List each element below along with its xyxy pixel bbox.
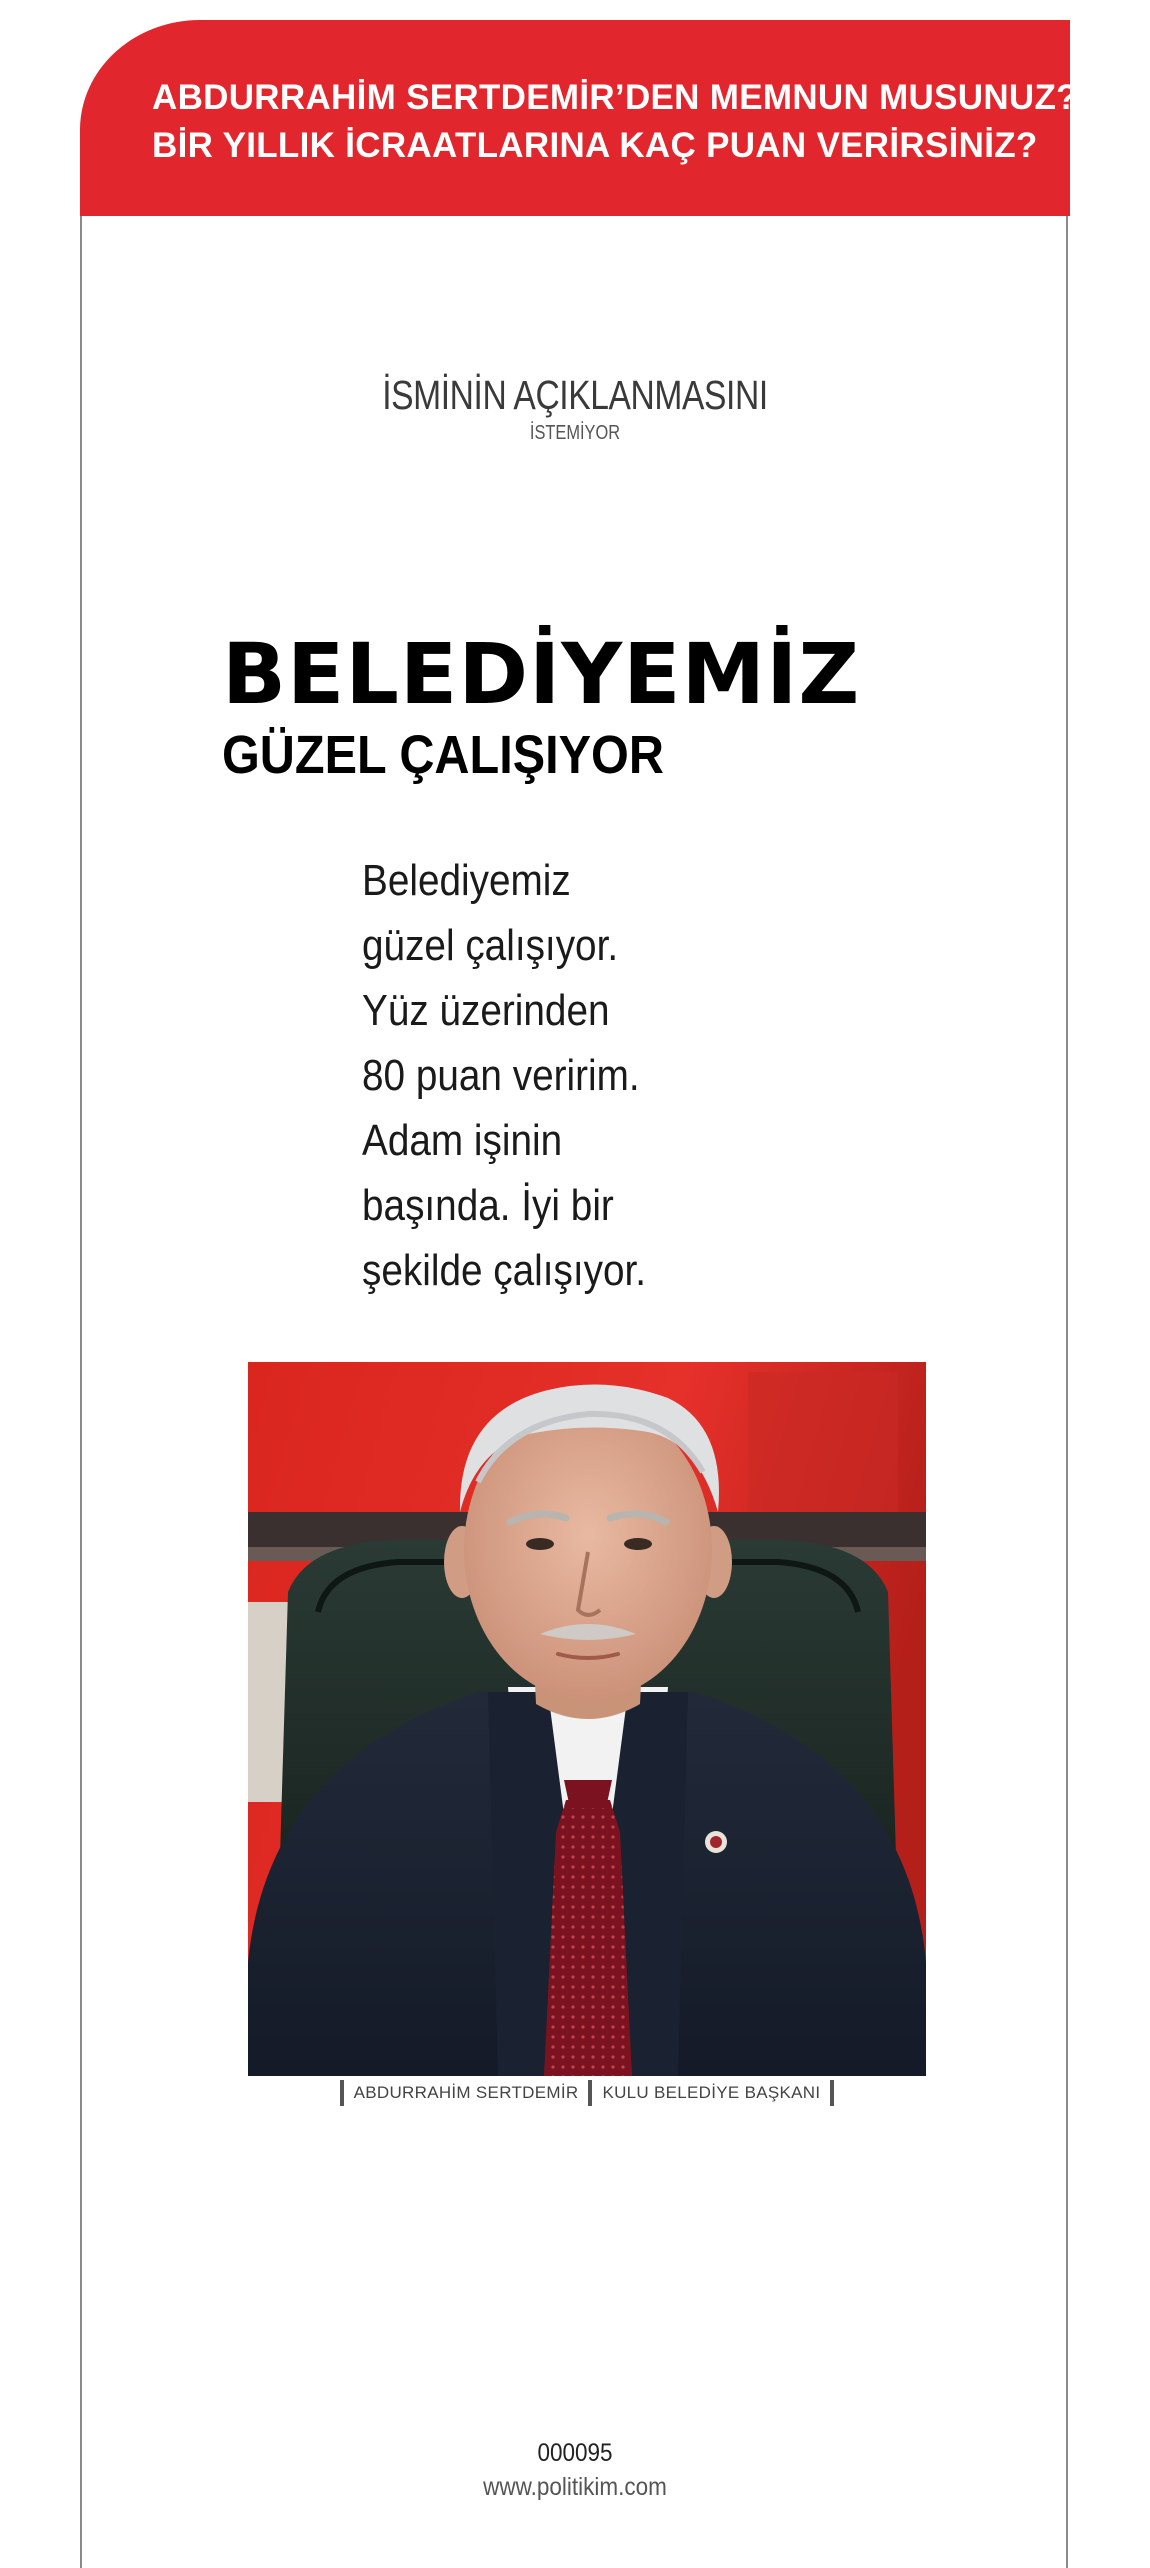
quote-block (362, 848, 762, 1303)
headline-subtitle: GÜZEL ÇALIŞIYOR (222, 725, 664, 785)
page-code: 000095 (537, 2439, 613, 2467)
quote-line: 80 puan veririm. (362, 1051, 640, 1100)
portrait-photo (248, 1362, 926, 2076)
headline-block (222, 626, 860, 786)
respondent-sublabel: İSTEMİYOR (529, 422, 621, 444)
headline-title: BELEDİYEMİZ (222, 625, 861, 723)
caption-divider (588, 2080, 592, 2106)
quote-line: şekilde çalışıyor. (362, 1246, 647, 1295)
caption-name: ABDURRAHİM SERTDEMİR (353, 2083, 579, 2102)
website-link[interactable]: www.politikim.com (483, 2473, 667, 2501)
quote-line: Adam işinin (362, 1116, 563, 1165)
caption-divider (830, 2080, 834, 2106)
respondent-label: İSMİNİN AÇIKLANMASINI (382, 372, 768, 418)
caption-divider (340, 2080, 344, 2106)
photo-caption (248, 2080, 926, 2106)
page-footer (80, 2436, 1070, 2504)
quote-line: Belediyemiz (362, 856, 571, 905)
caption-title: KULU BELEDİYE BAŞKANI (602, 2083, 821, 2102)
header-question-line-2: BİR YILLIK İCRAATLARINA KAÇ PUAN VERİRSİNİZ? (152, 126, 1038, 165)
header-banner (80, 20, 1078, 216)
respondent-block (80, 370, 1070, 446)
portrait-illustration (248, 1362, 926, 2076)
quote-line: güzel çalışıyor. (362, 921, 619, 970)
header-question-line-1: ABDURRAHİM SERTDEMİR’DEN MEMNUN MUSUNUZ? (152, 78, 1078, 117)
quote-line: başında. İyi bir (362, 1181, 614, 1230)
quote-line: Yüz üzerinden (362, 986, 610, 1035)
